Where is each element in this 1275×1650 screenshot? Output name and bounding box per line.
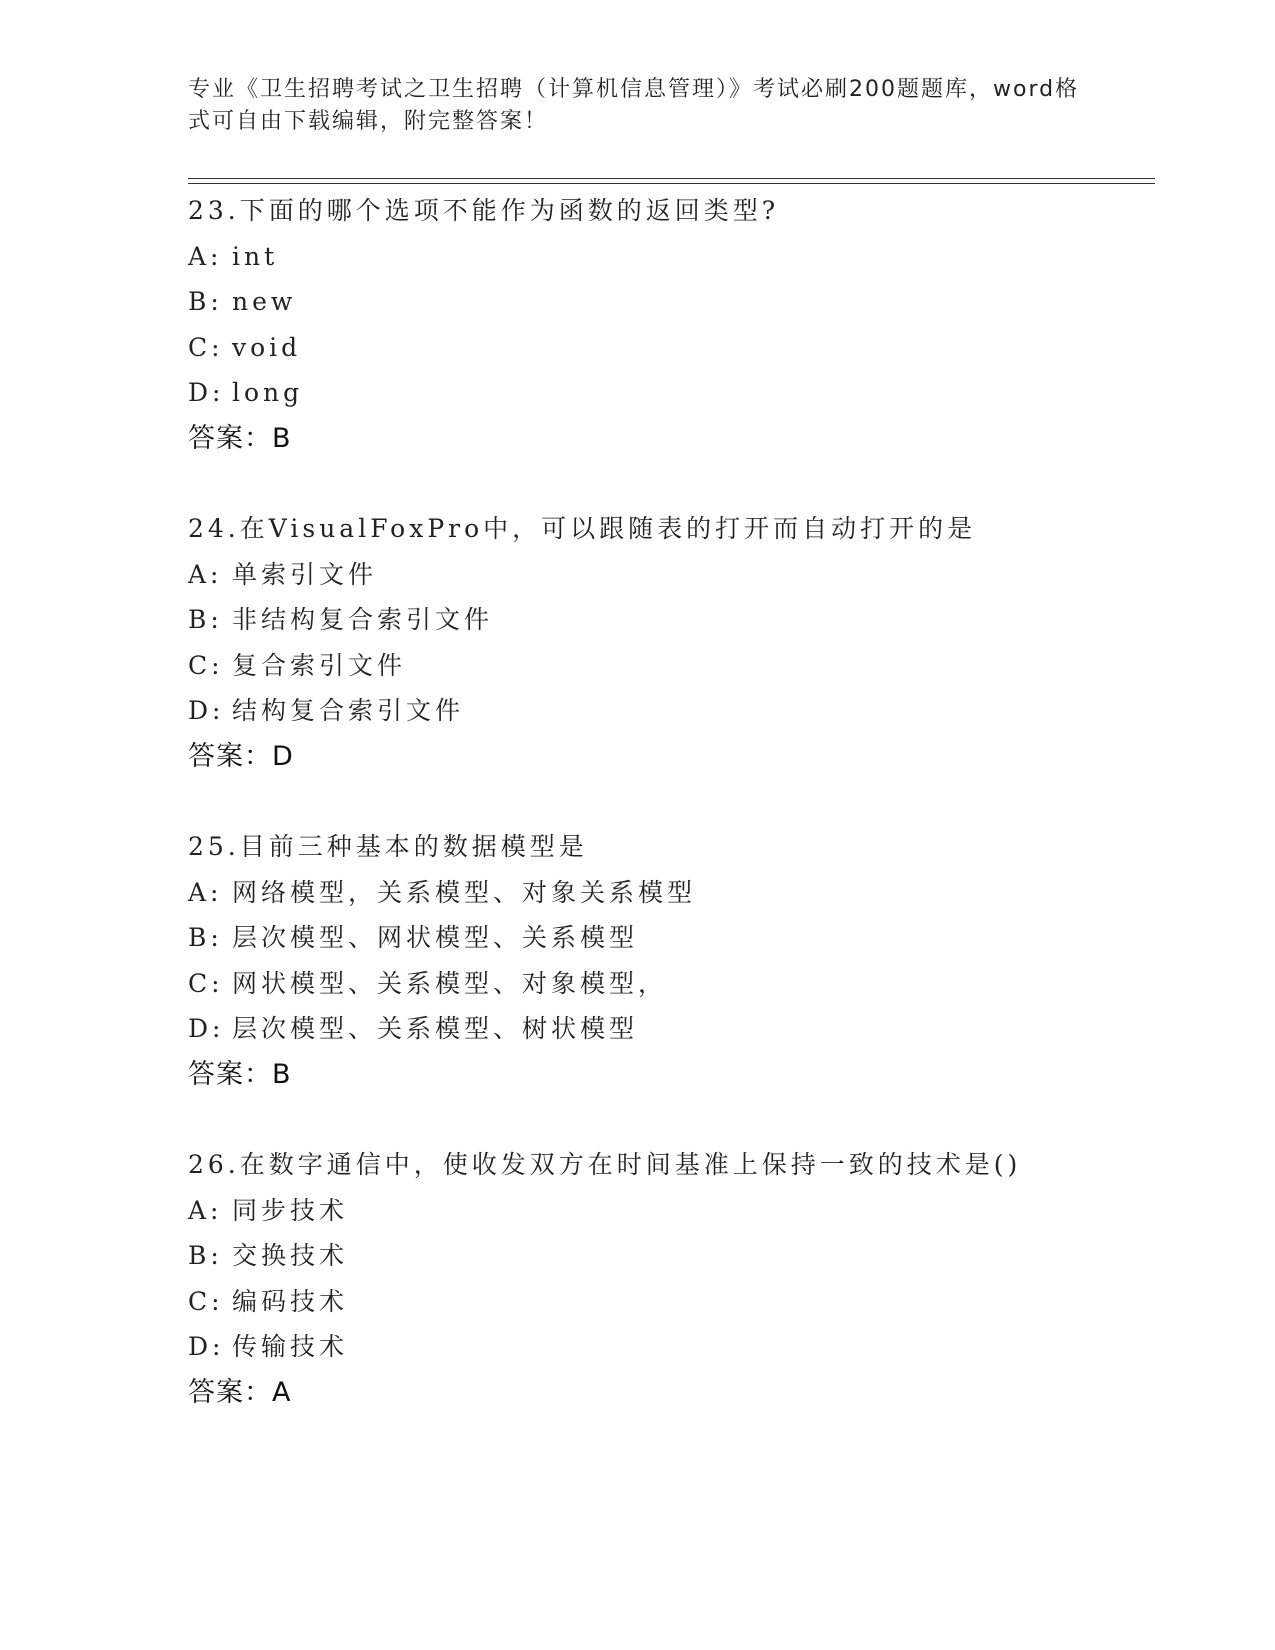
option-a xyxy=(188,552,1148,598)
option-c xyxy=(188,961,1148,1007)
question-block xyxy=(188,1142,1148,1415)
option-text: 层次模型、网状模型、关系模型 xyxy=(232,923,639,952)
question-list xyxy=(188,188,1148,1460)
option-d xyxy=(188,688,1148,734)
option-prefix: C: xyxy=(188,332,224,362)
option-a xyxy=(188,870,1148,916)
option-text: 单索引文件 xyxy=(232,559,378,589)
option-prefix: C: xyxy=(188,650,224,680)
option-text: 编码技术 xyxy=(232,1286,349,1316)
option-text: 同步技术 xyxy=(232,1195,349,1225)
option-a xyxy=(188,234,1148,280)
option-prefix: D: xyxy=(188,378,225,407)
option-text: 层次模型、关系模型、树状模型 xyxy=(232,1014,639,1043)
option-text: 结构复合索引文件 xyxy=(232,696,465,725)
option-b xyxy=(188,279,1148,325)
option-b xyxy=(188,1233,1148,1279)
header-divider-bottom xyxy=(188,183,1155,184)
answer-line: 答案：A xyxy=(188,1376,292,1408)
question-block xyxy=(188,506,1148,779)
option-text: 网状模型、关系模型、对象模型， xyxy=(232,968,668,998)
option-prefix: B: xyxy=(188,1241,223,1270)
question-stem: 24.在VisualFoxPro中，可以跟随表的打开而自动打开的是 xyxy=(188,514,977,543)
option-text: new xyxy=(232,287,297,316)
option-text: 交换技术 xyxy=(232,1241,349,1270)
option-a xyxy=(188,1188,1148,1234)
option-prefix: B: xyxy=(188,605,223,634)
option-prefix: A: xyxy=(188,877,223,907)
option-text: long xyxy=(232,378,304,407)
option-prefix: A: xyxy=(188,1195,223,1225)
option-text: 传输技术 xyxy=(232,1332,349,1361)
option-prefix: A: xyxy=(188,559,223,589)
option-text: int xyxy=(232,241,279,271)
question-stem: 26.在数字通信中，使收发双方在时间基准上保持一致的技术是() xyxy=(188,1150,1022,1179)
option-d xyxy=(188,1324,1148,1370)
answer-line: 答案：B xyxy=(188,422,292,454)
option-prefix: D: xyxy=(188,696,225,725)
option-d xyxy=(188,1006,1148,1052)
option-text: void xyxy=(232,332,302,362)
option-c xyxy=(188,1279,1148,1325)
document-header: 专业《卫生招聘考试之卫生招聘（计算机信息管理）》考试必刷200题题库，word格式可自由下载编辑，附完整答案！ xyxy=(188,77,1080,134)
question-stem: 23.下面的哪个选项不能作为函数的返回类型? xyxy=(188,196,780,225)
answer-line: 答案：D xyxy=(188,740,294,772)
option-text: 网络模型，关系模型、对象关系模型 xyxy=(232,877,697,907)
option-prefix: C: xyxy=(188,1286,224,1316)
option-c xyxy=(188,643,1148,689)
option-d xyxy=(188,370,1148,416)
header-divider-top xyxy=(188,178,1155,179)
option-c xyxy=(188,325,1148,371)
option-prefix: B: xyxy=(188,287,223,316)
option-prefix: C: xyxy=(188,968,224,998)
option-prefix: D: xyxy=(188,1332,225,1361)
question-stem: 25.目前三种基本的数据模型是 xyxy=(188,832,588,861)
option-b xyxy=(188,915,1148,961)
option-text: 复合索引文件 xyxy=(232,650,407,680)
option-prefix: B: xyxy=(188,923,223,952)
option-text: 非结构复合索引文件 xyxy=(232,605,494,634)
option-prefix: A: xyxy=(188,241,223,271)
question-block xyxy=(188,824,1148,1097)
option-prefix: D: xyxy=(188,1014,225,1043)
option-b xyxy=(188,597,1148,643)
answer-line: 答案：B xyxy=(188,1058,292,1090)
question-block xyxy=(188,188,1148,461)
